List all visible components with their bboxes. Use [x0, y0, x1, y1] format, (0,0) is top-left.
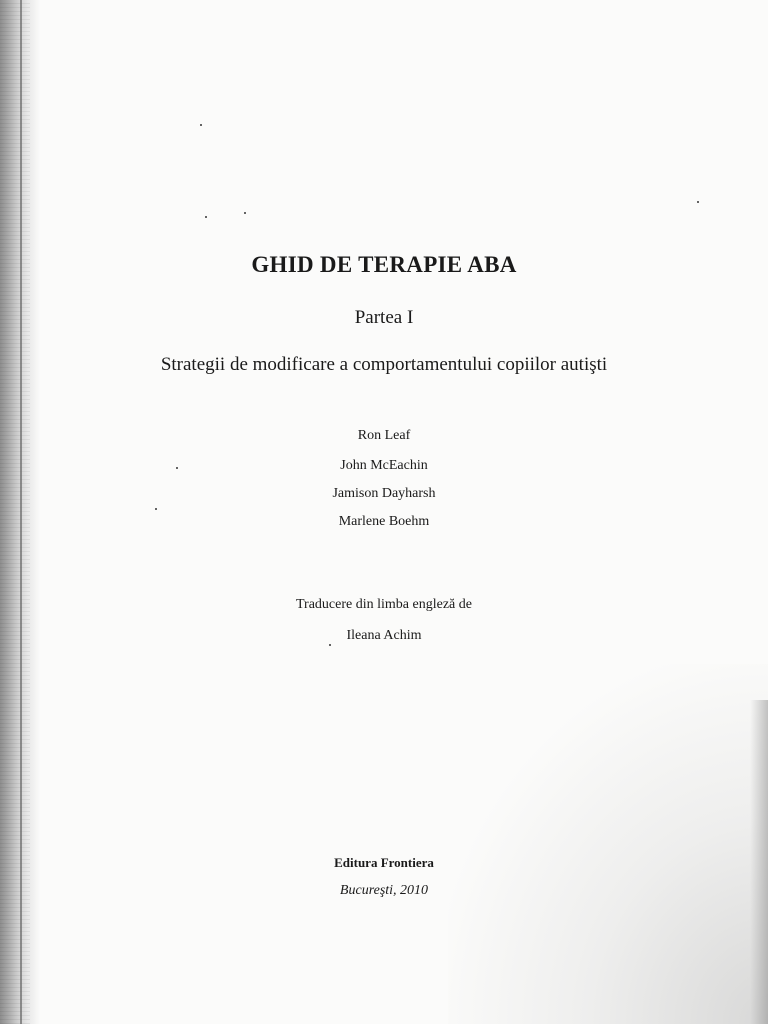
translation-label: Traducere din limba engleză de — [296, 597, 472, 612]
author: Jamison Dayharsh — [332, 486, 436, 501]
book-subtitle: Strategii de modificare a comportamentului copiilor autişti — [160, 354, 608, 375]
scan-speck — [329, 644, 331, 646]
author: Marlene Boehm — [338, 514, 430, 529]
translator-name: Ileana Achim — [346, 628, 422, 643]
scan-speck — [200, 124, 202, 126]
book-title: GHID DE TERAPIE ABA — [251, 252, 517, 277]
book-part: Partea I — [354, 307, 414, 328]
scan-speck — [205, 216, 207, 218]
publication-place-year: Bucureşti, 2010 — [339, 883, 429, 898]
scan-speck — [155, 508, 157, 510]
scan-speck — [244, 212, 246, 214]
scan-shadow-corner — [448, 664, 768, 1024]
author: John McEachin — [340, 458, 428, 473]
scan-speck — [697, 201, 699, 203]
author: Ron Leaf — [357, 428, 411, 443]
publisher: Editura Frontiera — [334, 855, 434, 870]
